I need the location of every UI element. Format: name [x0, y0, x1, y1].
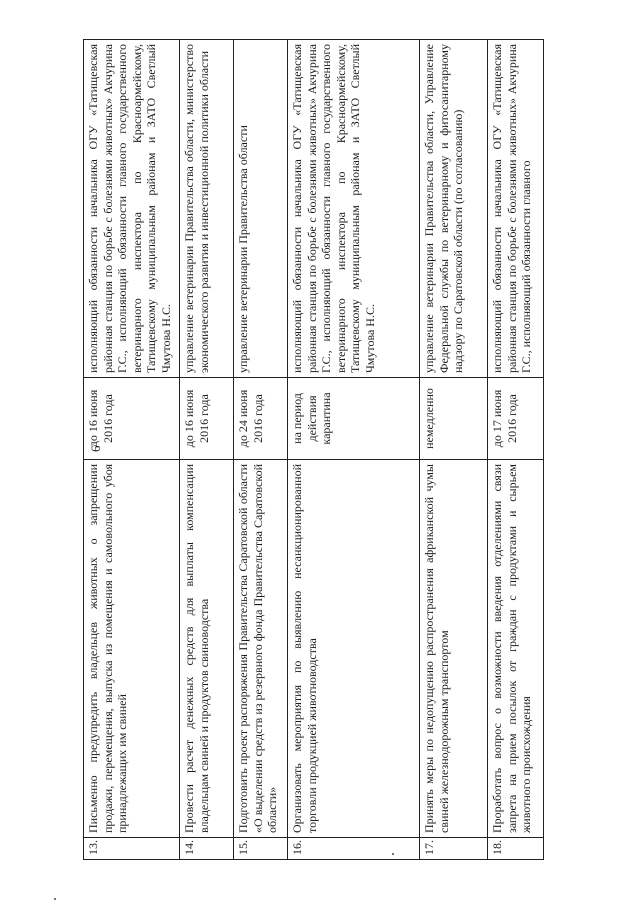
table-row — [488, 40, 544, 860]
term-cell: до 24 июня 2016 года — [234, 378, 288, 460]
term-cell: до 17 июня 2016 года — [488, 378, 544, 460]
row-number: 14. — [180, 838, 234, 860]
table-row — [84, 40, 180, 860]
term-cell: до 16 июня 2016 года — [180, 378, 234, 460]
responsible-cell: управление ветеринарии Правительства области — [234, 40, 288, 378]
table-row — [420, 40, 488, 860]
responsible-cell: управление ветеринарии Правительства области, Управление Федеральной службы по ветеринарному и фитосанитарному надзору по Саратовской области (по согласованию) — [420, 40, 488, 378]
action-cell: Провести расчет денежных средств для выплаты компенсации владельцам свиней и продуктов свиноводства — [180, 460, 234, 838]
action-cell: Проработать вопрос о возможности введения отделениями связи запрета на прием посылок от граждан с продуктами и сырьем животного происхождения — [488, 460, 544, 838]
responsible-cell: управление ветеринарии Правительства области, министерство экономического развития и инвестиционной политики области — [180, 40, 234, 378]
action-cell: Принять меры по недопущению распространения африканской чумы свиней железнодорожным транспортом — [420, 460, 488, 838]
term-cell: немедленно — [420, 378, 488, 460]
responsible-cell: исполняющий обязанности начальника ОГУ «Татищевская районная станция по борьбе с болезнями животных» Акчурина Г.С., исполняющий обязанности главного государственного ветеринарного инспектора по Красноармейскому, Татищевскому муниципальным районам и ЗАТО Светлый Чмутова Н.С. — [288, 40, 420, 378]
measures-table — [83, 39, 544, 860]
action-cell: Письменно предупредить владельцев животных о запрещении продажи, перемещения, выпуска из помещения и самовольного убоя принадлежащих им свиней — [84, 460, 180, 838]
table-row — [180, 40, 234, 860]
table-row — [288, 40, 420, 860]
row-number: 13. — [84, 838, 180, 860]
row-number: 16. — [288, 838, 420, 860]
rotated-table-wrapper — [83, 40, 543, 860]
row-number: 17. — [420, 838, 488, 860]
scan-speck — [392, 853, 394, 855]
term-cell: до 16 июня 2016 года — [84, 378, 180, 460]
table-row — [234, 40, 288, 860]
scan-speck — [54, 898, 56, 900]
action-cell: Подготовить проект распоряжения Правительства Саратовской области «О выделении средств из резервного фонда Правительства Саратовской области» — [234, 460, 288, 838]
page-number: 6 — [88, 445, 103, 452]
term-cell: на период действия карантина — [288, 378, 420, 460]
responsible-cell: исполняющий обязанности начальника ОГУ «Татищевская районная станция по борьбе с болезнями животных» Акчурина Г.С., исполняющий обязанности главного — [488, 40, 544, 378]
row-number: 15. — [234, 838, 288, 860]
responsible-cell: исполняющий обязанности начальника ОГУ «Татищевская районная станция по борьбе с болезнями животных» Акчурина Г.С., исполняющий обязанности главного государственного ветеринарного инспектора по Красноармейскому, Татищевскому муниципальным районам и ЗАТО Светлый Чмутова Н.С. — [84, 40, 180, 378]
row-number: 18. — [488, 838, 544, 860]
action-cell: Организовать мероприятия по выявлению несанкционированной торговли продукцией животноводства — [288, 460, 420, 838]
